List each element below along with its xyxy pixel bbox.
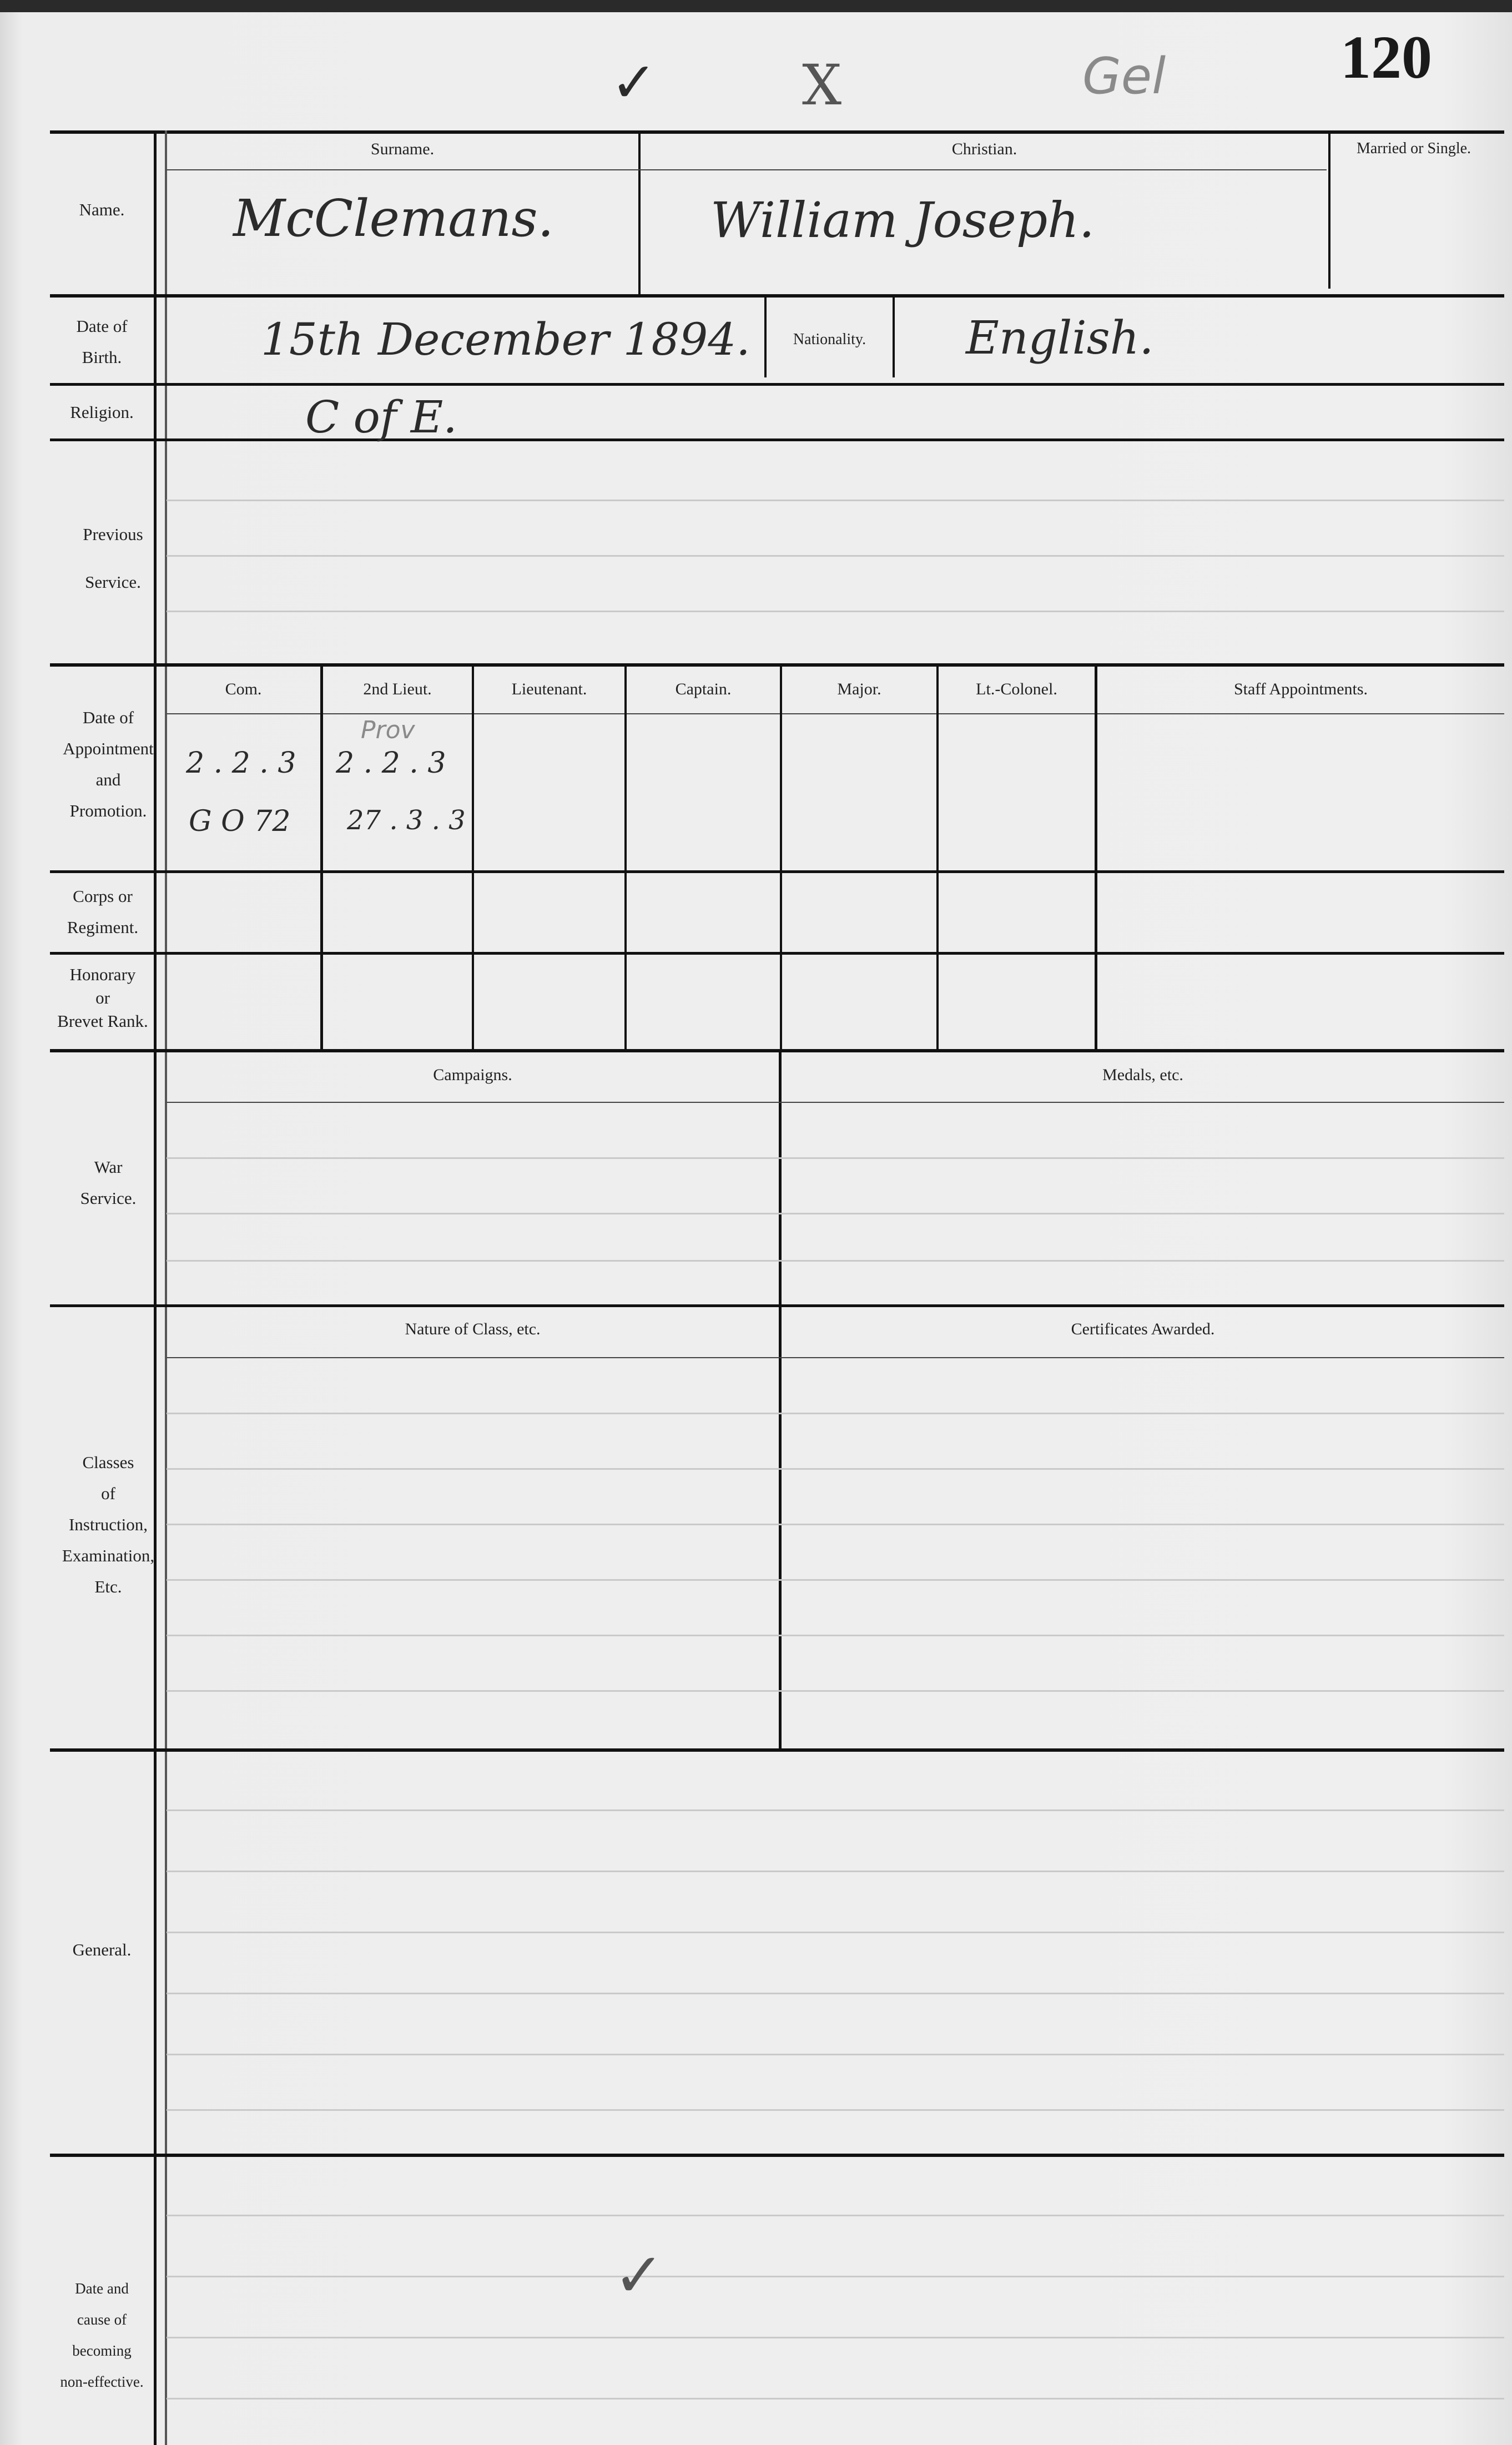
col-captain: Captain. <box>675 680 732 698</box>
rule-top <box>50 130 1504 134</box>
entry-nationality: English. <box>966 312 1154 365</box>
header-married-single: Married or Single. <box>1356 140 1471 157</box>
entry-2nd-lieut-date: 2 . 2 . 3 <box>336 747 446 780</box>
header-medals: Medals, etc. <box>1102 1066 1183 1084</box>
rule-war-bottom <box>50 1304 1504 1307</box>
entry-surname: McClemans. <box>233 189 554 248</box>
rule-war-mid <box>779 1052 782 1304</box>
tick-mark: ✓ <box>611 50 657 115</box>
col-2nd-lieut: 2nd Lieut. <box>363 680 432 698</box>
rule-religion-bottom <box>50 438 1504 441</box>
rule-corps-bottom <box>50 952 1504 955</box>
label-classes: Classes of Instruction, Examination, Etc. <box>62 1453 155 1596</box>
rule-classes-header-line <box>167 1357 1504 1358</box>
cross-mark: X <box>802 53 842 118</box>
label-previous-service: Previous Service. <box>83 525 143 592</box>
rule-rank-4 <box>780 666 782 1049</box>
entry-2nd-lieut-note: Prov <box>361 716 415 744</box>
label-religion: Religion. <box>70 402 134 422</box>
col-com: Com. <box>225 680 262 698</box>
label-appointment: Date of Appointment and Promotion. <box>63 708 154 820</box>
col-lt-colonel: Lt.-Colonel. <box>976 680 1057 698</box>
header-nationality: Nationality. <box>793 331 866 348</box>
rule-name-bottom <box>50 294 1504 298</box>
entry-religion: C of E. <box>305 391 457 443</box>
rule-classes-bottom <box>50 1748 1504 1752</box>
rule-rank-2 <box>472 666 474 1049</box>
label-general: General. <box>72 1940 132 1959</box>
rule-name-header-line <box>167 169 1327 170</box>
label-war-service: War Service. <box>80 1157 137 1208</box>
rule-war-header-line <box>167 1102 1504 1103</box>
rule-appointment-bottom <box>50 870 1504 873</box>
rule-left-col <box>154 130 157 2445</box>
header-surname: Surname. <box>370 140 435 158</box>
label-honorary: Honorary or Brevet Rank. <box>57 965 148 1031</box>
rule-previous-bottom <box>50 663 1504 667</box>
rule-classes-mid <box>779 1307 782 1748</box>
entry-2nd-lieut-date-2: 27 . 3 . 3 <box>347 805 466 836</box>
non-effective-tick: ✓ <box>613 2240 665 2311</box>
rule-rank-1 <box>320 666 323 1049</box>
label-date-of-birth: Date of Birth. <box>76 316 128 367</box>
rule-rank-6 <box>1095 666 1097 1049</box>
rule-birth-bottom <box>50 383 1504 386</box>
pencil-note: Gel <box>1082 47 1166 105</box>
entry-com-go: G O 72 <box>189 805 291 838</box>
col-major: Major. <box>837 680 881 698</box>
rule-rank-5 <box>936 666 939 1049</box>
rule-appt-header-line <box>167 713 1504 714</box>
entry-com-date: 2 . 2 . 3 <box>186 747 296 780</box>
entry-date-of-birth: 15th December 1894. <box>261 314 750 365</box>
page-number: 120 <box>1340 23 1432 91</box>
rule-general-bottom <box>50 2154 1504 2157</box>
header-christian: Christian. <box>951 140 1017 158</box>
rule-birth-nat-right <box>893 297 895 377</box>
rule-rank-3 <box>624 666 627 1049</box>
header-nature-of-class: Nature of Class, etc. <box>405 1320 541 1338</box>
header-campaigns: Campaigns. <box>433 1066 512 1084</box>
col-lieutenant: Lieutenant. <box>511 680 587 698</box>
entry-christian: William Joseph. <box>710 191 1095 249</box>
rule-left-col-2 <box>165 130 167 2445</box>
header-certificates: Certificates Awarded. <box>1071 1320 1215 1338</box>
label-name: Name. <box>79 200 125 219</box>
col-staff-appointments: Staff Appointments. <box>1233 680 1368 698</box>
label-corps: Corps or Regiment. <box>67 886 139 937</box>
rule-honorary-bottom <box>50 1049 1504 1052</box>
label-non-effective: Date and cause of becoming non-effective. <box>60 2280 144 2390</box>
scan-top-edge <box>0 0 1512 12</box>
